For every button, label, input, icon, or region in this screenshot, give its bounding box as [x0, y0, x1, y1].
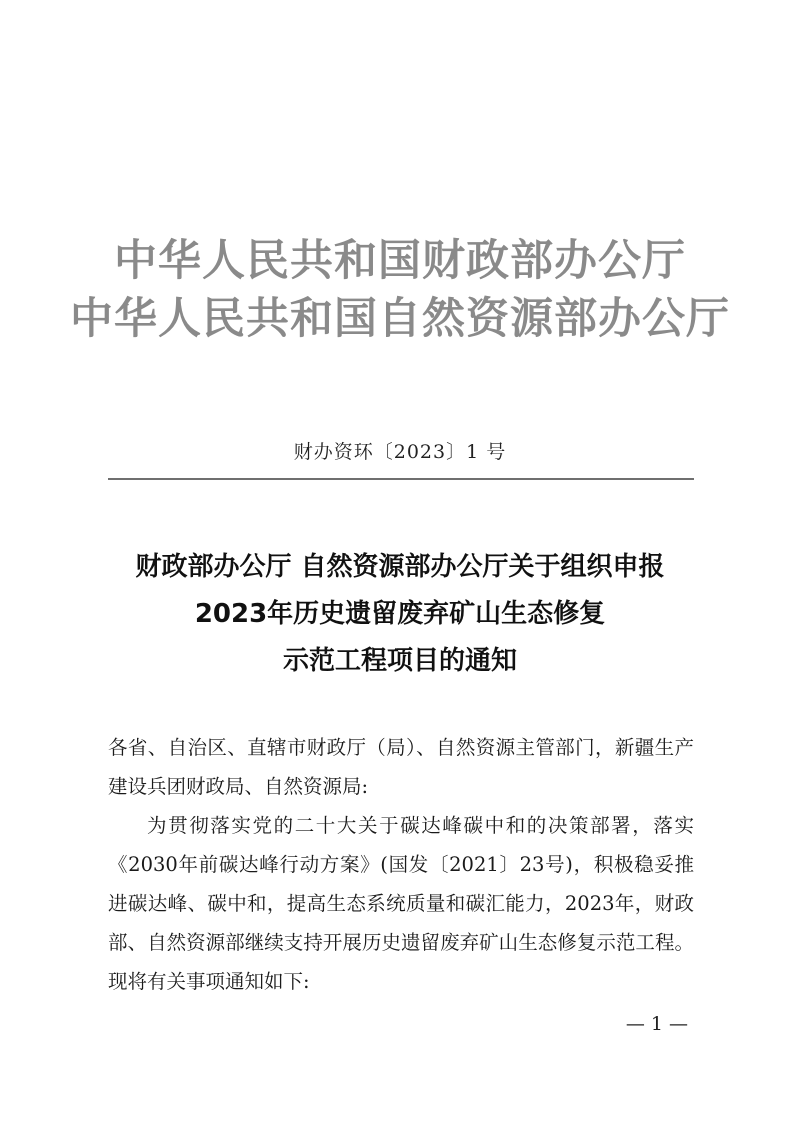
title-line-3: 示范工程项目的通知: [282, 646, 517, 676]
title-line-1: 财政部办公厅 自然资源部办公厅关于组织申报: [135, 552, 665, 582]
document-number: 财办资环〔2023〕1 号: [293, 441, 507, 463]
header-divider-line: [108, 478, 694, 480]
issuing-authority-header: [0, 232, 800, 348]
title-line-2: 2023年历史遗留废弃矿山生态修复: [194, 599, 606, 629]
document-body: [108, 728, 694, 1001]
issuer-ministry-of-natural-resources: 中华人民共和国自然资源部办公厅: [70, 294, 730, 344]
issuer-ministry-of-finance: 中华人民共和国财政部办公厅: [114, 236, 686, 286]
page-number: — 1 —: [625, 1013, 688, 1035]
body-paragraph-1: 为贯彻落实党的二十大关于碳达峰碳中和的决策部署，落实《2030年前碳达峰行动方案》(国发〔2021〕23号)，积极稳妥推进碳达峰、碳中和，提高生态系统质量和碳汇能力，2023年，财政部、自然资源部继续支持开展历史遗留废弃矿山生态修复示范工程。现将有关事项通知如下:: [108, 814, 694, 993]
document-title: [0, 544, 800, 685]
addressee-paragraph: 各省、自治区、直辖市财政厅（局）、自然资源主管部门，新疆生产建设兵团财政局、自然资源局:: [108, 736, 694, 798]
